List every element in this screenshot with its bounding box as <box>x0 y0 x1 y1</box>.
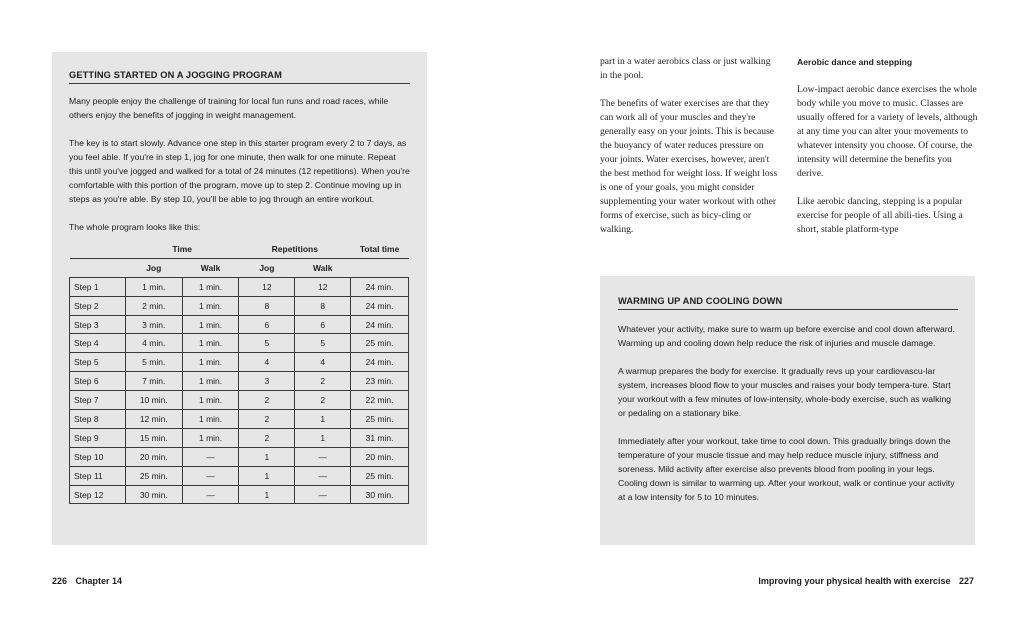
cell-time-walk: — <box>182 485 239 504</box>
table-subheader-empty <box>351 258 409 277</box>
water-exercise-benefits-paragraph: The benefits of water exercises are that they can work all of your muscles and they're generally easy on your joints. This is because the buoyancy of water reduces pressure on your joints. Water exercises, however, aren't the best method for weight loss. If weight loss is one of your goals, you might consider supplementing your water workout with other forms of exercise, such as bicy-cling or walking. <box>600 98 778 235</box>
cell-time-jog: 4 min. <box>125 334 182 353</box>
cell-time-walk: 1 min. <box>182 391 239 410</box>
cell-step: Step 2 <box>70 296 126 315</box>
cell-step: Step 6 <box>70 372 126 391</box>
cell-total-time: 24 min. <box>351 277 409 296</box>
aerobic-dance-heading: Aerobic dance and stepping <box>797 57 913 67</box>
cell-time-walk: 1 min. <box>182 296 239 315</box>
cell-rep-jog: 2 <box>239 410 295 429</box>
table-row <box>70 353 409 372</box>
left-page-footer <box>52 576 122 586</box>
cell-rep-walk: 12 <box>295 277 351 296</box>
table-subheader-rep-walk: Walk <box>312 262 333 273</box>
left-chapter-label: Chapter 14 <box>75 576 123 586</box>
cell-rep-walk: 4 <box>295 353 351 372</box>
cell-rep-walk: — <box>295 485 351 504</box>
cell-step: Step 11 <box>70 466 126 485</box>
warmup-sidebar-title: WARMING UP AND COOLING DOWN <box>618 296 958 310</box>
jogging-program-table <box>69 240 409 504</box>
cell-rep-walk: — <box>295 466 351 485</box>
cell-rep-walk: 1 <box>295 428 351 447</box>
table-row <box>70 466 409 485</box>
cell-time-walk: 1 min. <box>182 277 239 296</box>
cell-rep-walk: 1 <box>295 410 351 429</box>
table-row <box>70 447 409 466</box>
cell-time-walk: 1 min. <box>182 410 239 429</box>
right-page-number: 227 <box>958 576 974 586</box>
cell-step: Step 7 <box>70 391 126 410</box>
cell-time-jog: 3 min. <box>125 315 182 334</box>
stepping-paragraph: Like aerobic dancing, stepping is a popular exercise for people of all abili-ties. Using a short, stable platform-type <box>797 196 963 235</box>
table-row <box>70 334 409 353</box>
cell-rep-jog: 1 <box>239 466 295 485</box>
right-running-title: Improving your physical health with exercise <box>758 576 951 586</box>
table-subheader-time-walk: Walk <box>200 262 221 273</box>
cell-step: Step 8 <box>70 410 126 429</box>
cell-time-jog: 7 min. <box>125 372 182 391</box>
cell-total-time: 22 min. <box>351 391 409 410</box>
cell-rep-walk: — <box>295 447 351 466</box>
cell-time-jog: 1 min. <box>125 277 182 296</box>
jogging-intro-paragraph: Many people enjoy the challenge of training for local fun runs and road races, while others enjoy the benefits of jogging in weight management. <box>69 96 389 120</box>
jogging-table-lead-in: The whole program looks like this: <box>69 222 201 232</box>
water-aerobics-continuation: part in a water aerobics class or just walking in the pool. <box>600 56 771 81</box>
right-page-column-1 <box>600 55 780 251</box>
table-header-time: Time <box>125 240 239 258</box>
cell-step: Step 12 <box>70 485 126 504</box>
jogging-sidebar-title: GETTING STARTED ON A JOGGING PROGRAM <box>69 70 410 84</box>
cell-time-walk: 1 min. <box>182 353 239 372</box>
cell-rep-jog: 2 <box>239 391 295 410</box>
cell-rep-jog: 4 <box>239 353 295 372</box>
cell-step: Step 1 <box>70 277 126 296</box>
cell-rep-jog: 5 <box>239 334 295 353</box>
cell-time-walk: — <box>182 466 239 485</box>
cell-total-time: 25 min. <box>351 410 409 429</box>
cell-rep-jog: 2 <box>239 428 295 447</box>
cell-rep-jog: 8 <box>239 296 295 315</box>
cell-time-jog: 20 min. <box>125 447 182 466</box>
cell-total-time: 30 min. <box>351 485 409 504</box>
table-subheader-rep-jog: Jog <box>259 262 275 273</box>
cell-total-time: 25 min. <box>351 334 409 353</box>
table-row <box>70 410 409 429</box>
table-header-empty <box>70 240 126 258</box>
cell-step: Step 3 <box>70 315 126 334</box>
table-row <box>70 391 409 410</box>
table-row <box>70 485 409 504</box>
cell-time-jog: 2 min. <box>125 296 182 315</box>
table-row <box>70 296 409 315</box>
warmup-paragraph: A warmup prepares the body for exercise. It gradually revs up your cardiovascu-lar system, increases blood flow to your muscles and raises your body tempera-ture. Start your workout with a few minutes of low-intensity, whole-body exercise, such as walking or pedaling on a stationary bike. <box>618 366 952 418</box>
table-row <box>70 315 409 334</box>
cell-step: Step 9 <box>70 428 126 447</box>
cell-time-walk: 1 min. <box>182 315 239 334</box>
cell-rep-jog: 1 <box>239 447 295 466</box>
cell-time-walk: 1 min. <box>182 428 239 447</box>
cell-rep-walk: 2 <box>295 372 351 391</box>
right-page-column-2 <box>797 55 979 251</box>
cell-time-jog: 25 min. <box>125 466 182 485</box>
table-row <box>70 277 409 296</box>
cell-step: Step 5 <box>70 353 126 372</box>
cell-total-time: 24 min. <box>351 296 409 315</box>
cell-time-jog: 10 min. <box>125 391 182 410</box>
table-subheader-empty <box>70 258 126 277</box>
cell-total-time: 31 min. <box>351 428 409 447</box>
aerobic-dance-paragraph: Low-impact aerobic dance exercises the whole body while you move to music. Classes are usually offered for a variety of levels, although at any time you can alter your movements to whatever intensity you choose. Of course, the intensity will determine the benefits you derive. <box>797 84 978 179</box>
cell-total-time: 24 min. <box>351 353 409 372</box>
warmup-intro-paragraph: Whatever your activity, make sure to warm up before exercise and cool down afterward. Warming up and cooling down help reduce the risk of injuries and muscle damage. <box>618 324 955 348</box>
cell-rep-walk: 8 <box>295 296 351 315</box>
cell-time-walk: 1 min. <box>182 334 239 353</box>
cooldown-paragraph: Immediately after your workout, take time to cool down. This gradually brings down the temperature of your muscle tissue and may help reduce muscle injury, stiffness and soreness. Mild activity after exercise also prevents blood from pooling in your legs. Cooling down is similar to warming up. After your workout, walk or continue your activity at a low intensity for 5 to 10 minutes. <box>618 436 955 502</box>
cell-rep-walk: 5 <box>295 334 351 353</box>
left-page-number: 226 <box>52 576 68 586</box>
cell-step: Step 4 <box>70 334 126 353</box>
cell-time-jog: 12 min. <box>125 410 182 429</box>
cell-rep-jog: 6 <box>239 315 295 334</box>
table-header-total-time: Total time <box>351 240 409 258</box>
table-subheader-time-jog: Jog <box>146 262 162 273</box>
cell-rep-walk: 2 <box>295 391 351 410</box>
cell-total-time: 24 min. <box>351 315 409 334</box>
table-header-repetitions: Repetitions <box>239 240 351 258</box>
warmup-cooldown-sidebar <box>600 276 975 545</box>
cell-step: Step 10 <box>70 447 126 466</box>
cell-rep-jog: 1 <box>239 485 295 504</box>
right-page-footer <box>758 576 974 586</box>
cell-total-time: 23 min. <box>351 372 409 391</box>
jogging-instructions-paragraph: The key is to start slowly. Advance one step in this starter program every 2 to 7 days, as you feel able. If you're in step 1, jog for one minute, then walk for one minute. Repeat this until you've jogged and walked for a total of 24 minutes (12 repetitions). When you're comfortable with this portion of the program, move up to step 2. Continue moving up in steps as you're able. By step 10, you'll be able to jog through an entire workout. <box>69 138 410 204</box>
cell-total-time: 25 min. <box>351 466 409 485</box>
cell-total-time: 20 min. <box>351 447 409 466</box>
cell-rep-jog: 12 <box>239 277 295 296</box>
cell-rep-jog: 3 <box>239 372 295 391</box>
table-row <box>70 372 409 391</box>
cell-time-walk: — <box>182 447 239 466</box>
table-row <box>70 428 409 447</box>
cell-time-jog: 15 min. <box>125 428 182 447</box>
cell-time-walk: 1 min. <box>182 372 239 391</box>
cell-rep-walk: 6 <box>295 315 351 334</box>
jogging-program-sidebar <box>52 52 427 545</box>
cell-time-jog: 5 min. <box>125 353 182 372</box>
cell-time-jog: 30 min. <box>125 485 182 504</box>
